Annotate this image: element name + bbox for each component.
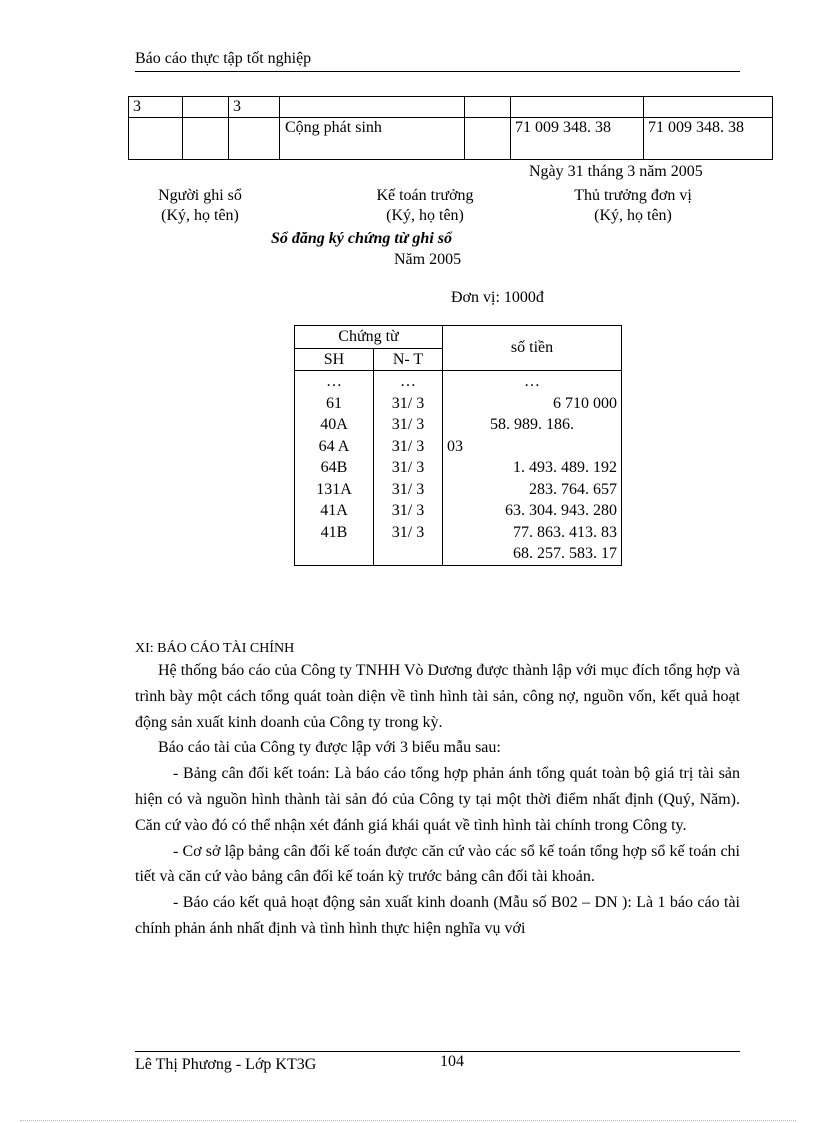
table-row	[295, 522, 622, 544]
table-row	[129, 97, 773, 118]
table-cell	[183, 97, 229, 118]
cell-amount: 77. 863. 413. 83	[443, 522, 622, 544]
table-cell	[183, 118, 229, 160]
cell-amount: 283. 764. 657	[443, 479, 622, 501]
signature-block-director	[560, 186, 706, 226]
column-header-sh: SH	[295, 348, 374, 371]
signature-role: Kế toán trưởng	[376, 187, 474, 204]
register-year: Năm 2005	[394, 251, 462, 268]
table-row	[295, 436, 622, 458]
cell-sh: 41A	[295, 500, 374, 522]
signature-note: (Ký, họ tên)	[594, 207, 672, 224]
table-row	[295, 500, 622, 522]
journal-table-fragment	[128, 96, 773, 160]
cell-nt: 31/ 3	[374, 522, 443, 544]
table-cell-label: Cộng phát sinh	[280, 118, 465, 160]
signature-block-recorder	[140, 186, 260, 226]
cell-amount: …	[443, 371, 622, 393]
table-row	[295, 414, 622, 436]
footer-divider	[135, 1051, 740, 1052]
date-line: Ngày 31 tháng 3 năm 2005	[529, 163, 703, 180]
register-title: Sổ đăng ký chứng từ ghi sổ	[271, 230, 452, 247]
table-cell	[280, 97, 465, 118]
table-cell	[511, 97, 644, 118]
cell-nt: 31/ 3	[374, 436, 443, 458]
cell-nt: 31/ 3	[374, 457, 443, 479]
footer-author: Lê Thị Phương - Lớp KT3G	[135, 1056, 317, 1073]
table-cell	[465, 97, 511, 118]
signature-block-chief-accountant	[360, 186, 490, 226]
table-row	[129, 118, 773, 160]
cell-nt	[374, 543, 443, 565]
cell-sh: …	[295, 371, 374, 393]
table-row	[295, 371, 622, 393]
signature-role: Người ghi sổ	[158, 187, 242, 204]
page-number: 104	[440, 1053, 464, 1070]
cell-amount: 63. 304. 943. 280	[443, 500, 622, 522]
paragraph: - Cơ sở lập bảng cân đối kế toán được căn cứ vào các sổ kế toán tổng hợp sổ kế toán chi tiết và căn cứ vào bảng cân đối kế toán kỳ trước bảng cân đối tài khoản.	[135, 842, 740, 886]
table-cell-debit: 71 009 348. 38	[511, 118, 644, 160]
cell-nt: …	[374, 371, 443, 393]
table-header-row	[295, 326, 622, 349]
table-cell	[129, 118, 183, 160]
header-divider	[135, 71, 740, 72]
paragraph: - Báo cáo kết quả hoạt động sản xuất kinh doanh (Mẫu số B02 – DN ): Là 1 báo cáo tài chính phản ánh nhất định và tình hình thực hiện nghĩa vụ với	[135, 894, 740, 937]
section-heading: XI: BÁO CÁO TÀI CHÍNH	[135, 641, 295, 656]
cell-nt: 31/ 3	[374, 479, 443, 501]
cell-nt: 31/ 3	[374, 414, 443, 436]
table-cell	[229, 118, 280, 160]
table-cell: 3	[229, 97, 280, 118]
page-bottom-dotted-border	[20, 1120, 796, 1121]
column-header-nt: N- T	[374, 348, 443, 371]
cell-sh: 61	[295, 393, 374, 415]
signature-note: (Ký, họ tên)	[386, 207, 464, 224]
register-unit: Đơn vị: 1000đ	[451, 289, 544, 306]
cell-sh: 41B	[295, 522, 374, 544]
cell-amount: 68. 257. 583. 17	[443, 543, 622, 565]
table-row	[295, 457, 622, 479]
column-header-amount: số tiền	[443, 326, 622, 371]
cell-amount: 03	[443, 436, 622, 458]
cell-amount: 58. 989. 186.	[443, 414, 622, 436]
section-body	[135, 658, 740, 942]
table-cell	[465, 118, 511, 160]
cell-amount: 6 710 000	[443, 393, 622, 415]
paragraph: Hệ thống báo cáo của Công ty TNHH Vò Dương được thành lập với mục đích tổng hợp và trình bày một cách tổng quát toàn diện về tình hình tài sản, công nợ, nguồn vốn, kết quả hoạt động sản xuất kinh doanh của Công ty trong kỳ.	[135, 662, 740, 731]
cell-nt: 31/ 3	[374, 500, 443, 522]
cell-sh: 40A	[295, 414, 374, 436]
cell-sh: 64B	[295, 457, 374, 479]
cell-sh	[295, 543, 374, 565]
table-cell-credit: 71 009 348. 38	[644, 118, 773, 160]
paragraph: Báo cáo tài của Công ty được lập với 3 biểu mẫu sau:	[158, 739, 501, 757]
page-header-title: Báo cáo thực tập tốt nghiệp	[135, 50, 312, 67]
cell-sh: 64 A	[295, 436, 374, 458]
signature-note: (Ký, họ tên)	[161, 207, 239, 224]
table-cell: 3	[129, 97, 183, 118]
register-table	[294, 325, 622, 566]
table-row	[295, 393, 622, 415]
signature-role: Thủ trưởng đơn vị	[574, 187, 692, 204]
cell-amount: 1. 493. 489. 192	[443, 457, 622, 479]
cell-nt: 31/ 3	[374, 393, 443, 415]
table-row-total	[295, 543, 622, 565]
paragraph: - Bảng cân đối kết toán: Là báo cáo tổng hợp phản ánh tổng quát toàn bộ giá trị tài sản hiện có và nguồn hình thành tài sản đó của Công ty tại một thời điểm nhất định (Quý, Năm). Căn cứ vào đó có thể nhận xét đánh giá khái quát về tình hình tài chính trong Công ty.	[135, 765, 740, 834]
table-row	[295, 479, 622, 501]
column-group-vouchers: Chứng từ	[295, 326, 443, 349]
table-cell	[644, 97, 773, 118]
cell-sh: 131A	[295, 479, 374, 501]
